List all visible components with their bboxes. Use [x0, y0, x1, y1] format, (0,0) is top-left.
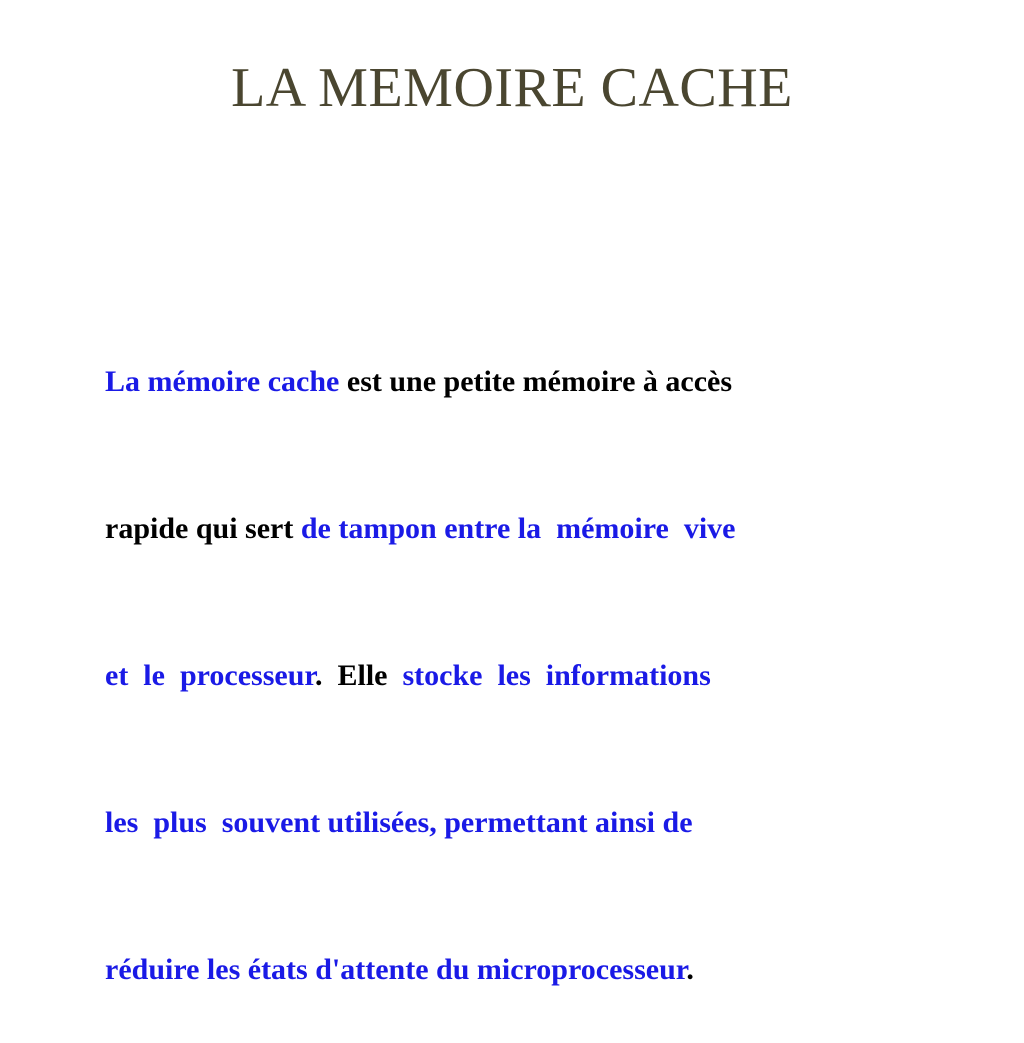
text-segment: est une petite mémoire à accès [339, 365, 733, 398]
text-segment: de tampon entre la mémoire vive [300, 512, 736, 545]
slide-title: LA MEMOIRE CACHE [231, 57, 793, 119]
paragraph-line [60, 602, 920, 749]
text-segment: réduire les états d'attente du microprocesseur [105, 953, 687, 986]
text-segment: et le processeur [105, 659, 315, 692]
text-segment: stocke les informations [402, 659, 711, 692]
text-segment: . [686, 953, 694, 986]
text-segment: les plus souvent utilisées, permettant ainsi de [105, 806, 693, 839]
paragraph-line [60, 455, 920, 602]
text-segment: La mémoire cache [105, 365, 340, 398]
text-segment: rapide qui sert [105, 512, 301, 545]
paragraph-line [60, 896, 920, 1043]
text-segment: . Elle [314, 659, 403, 692]
paragraph-line [60, 749, 920, 896]
paragraph-line [60, 308, 920, 455]
body-paragraph [60, 308, 920, 1043]
